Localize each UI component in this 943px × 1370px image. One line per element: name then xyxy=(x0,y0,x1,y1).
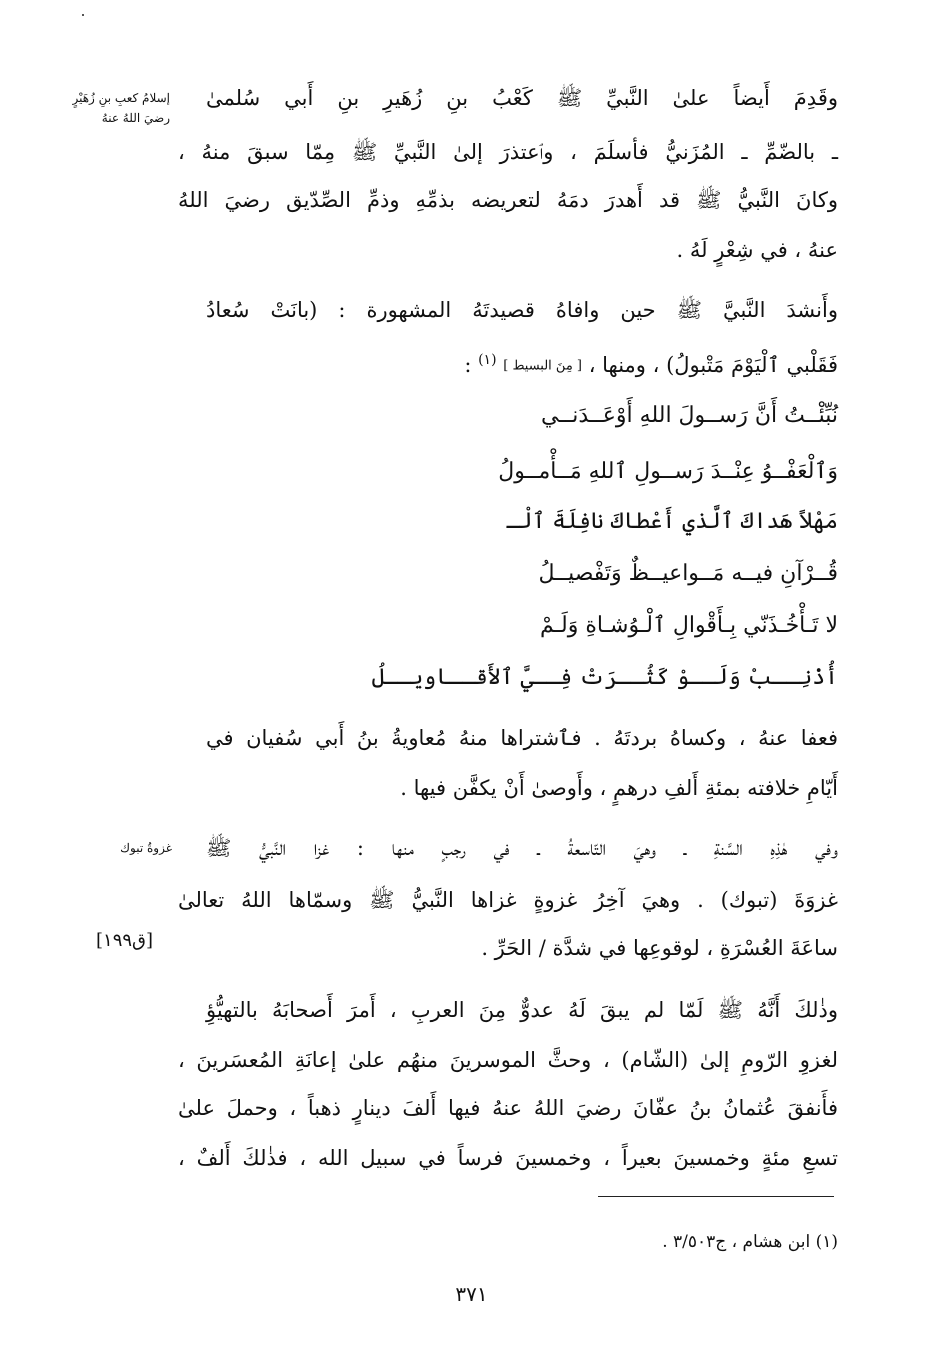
text-line: فعفا عنهُ ، وكساهُ بردتَهُ . فٱشتراها منهُ مُعاويةُ بنُ أَبي سُفيان في xyxy=(206,726,838,750)
text-line: وفي هٰذِهِ السَّنةِ ـ وهيَ التّاسعةُ ـ في رجبٍ منها : غزا النَّبيُّ ﷺ xyxy=(206,836,838,860)
folio-marker: [ق١٩٩] xyxy=(96,930,154,951)
text-line: غزوَةَ (تبوك) . وهيَ آخِرُ غزوةٍ غزاها النَّبيُّ ﷺ وسمّاها اللهُ تعالىٰ xyxy=(178,888,838,912)
poem-verse: نُبِّئْــتُ أَنَّ رَســولَ اللهِ أَوْعَــدَنــي xyxy=(541,403,838,428)
text-line: ساعَةَ العُسْرَةِ ، لوقوعِها في شدَّة / الحَرِّ . xyxy=(481,936,838,960)
margin-note-kaab-line1: إسلامُ كعبِ بنِ زُهَيْرٍ xyxy=(72,91,170,105)
poem-verse: لا تَـأْخُـذَنّي بِـأَقْوالِ ٱلْـوُشـاةِ وَلَـمْ xyxy=(539,613,838,638)
margin-note-kaab-line2: رضيَ اللهُ عنهُ xyxy=(101,111,170,125)
text-line: وأَنشدَ النَّبيَّ ﷺ حين وافاهُ قصيدتَهُ المشهورة : (بانَتْ سُعادُ xyxy=(206,298,838,322)
scan-speck xyxy=(82,14,84,16)
text-line: أَيّامِ خلافته بمئةِ أَلفِ درهمٍ ، وأَوصىٰ أَنْ يكفَّن فيها . xyxy=(400,776,838,800)
poem-verse: أُذْنِــبْ وَلَــوْ كَثُــرَتْ فِــيَّ ٱلأَقــاويــلُ xyxy=(371,665,838,690)
text-line: عنهُ ، في شِعْرٍ لَهُ . xyxy=(676,238,838,262)
footnote-reference: (١) xyxy=(478,352,497,368)
text-line: وقَدِمَ أَيضاً علىٰ النَّبيِّ ﷺ كَعْبُ بنِ زُهَيرِ بنِ أَبي سُلمىٰ xyxy=(206,86,838,110)
text-line: وكانَ النَّبيُّ ﷺ قد أَهدرَ دمَهُ لتعريضه بذمِّهِ وذمِّ الصِّدّيق رضيَ اللهُ xyxy=(178,188,838,212)
footnote-divider xyxy=(598,1196,834,1197)
margin-note-tabuk: غزوةُ تبوك xyxy=(120,841,172,855)
colon: : xyxy=(464,353,472,377)
poem-verse: وَٱلْعَفْــوُ عِنْــدَ رَســولِ ٱللهِ مَــأْمــولُ xyxy=(498,459,838,484)
page-number: ٣٧١ xyxy=(455,1282,488,1306)
poem-verse: قُــرْآنِ فيــه مَــواعيــظٌ وَتَفْصيــلُ xyxy=(538,561,838,586)
text-line: تسعِ مئةٍ وخمسينَ بعيراً ، وخمسينَ فرساً في سبيل الله ، فذٰلكَ أَلفٌ ، xyxy=(178,1146,838,1170)
text-line-with-meter xyxy=(178,340,838,380)
margin-note-kaab xyxy=(22,88,170,128)
text-line: ـ بالضّمِّ ـ المُزَنيُّ فأسلَمَ ، وٱعتذرَ إلىٰ النَّبيِّ ﷺ مِمّا سبقَ منهُ ، xyxy=(178,140,838,164)
footnote: (١) ابن هشام ، ج٣/٥٠٣ . xyxy=(662,1232,838,1252)
text-line: لغزوِ الرّومِ إلىٰ (الشّام) ، وحثَّ الموسرينَ منهُم علىٰ إعانَةِ المُعسَرينَ ، xyxy=(178,1048,838,1072)
text-fragment: فَقَلْبي ٱلْيَوْمَ مَتْبولُ) ، ومنها ، xyxy=(588,353,838,377)
text-line: فأَنفقَ عُثمانُ بنُ عفّانَ رضيَ اللهُ عنهُ فيها أَلفَ دينارٍ ذهباً ، وحملَ علىٰ xyxy=(178,1096,838,1120)
meter-label: [ مِنَ البسيط ] xyxy=(503,358,582,374)
poem-verse: مَهْلاً هَداكَ ٱلَّذي أَعْطاكَ نافِلَةَ ٱلْـ xyxy=(506,509,838,534)
text-line: وذٰلكَ أَنَّهُ ﷺ لَمّا لم يبقَ لَهُ عدوٌّ مِنَ العربِ ، أَمرَ أَصحابَهُ بالتهيُّؤِ xyxy=(206,998,838,1022)
